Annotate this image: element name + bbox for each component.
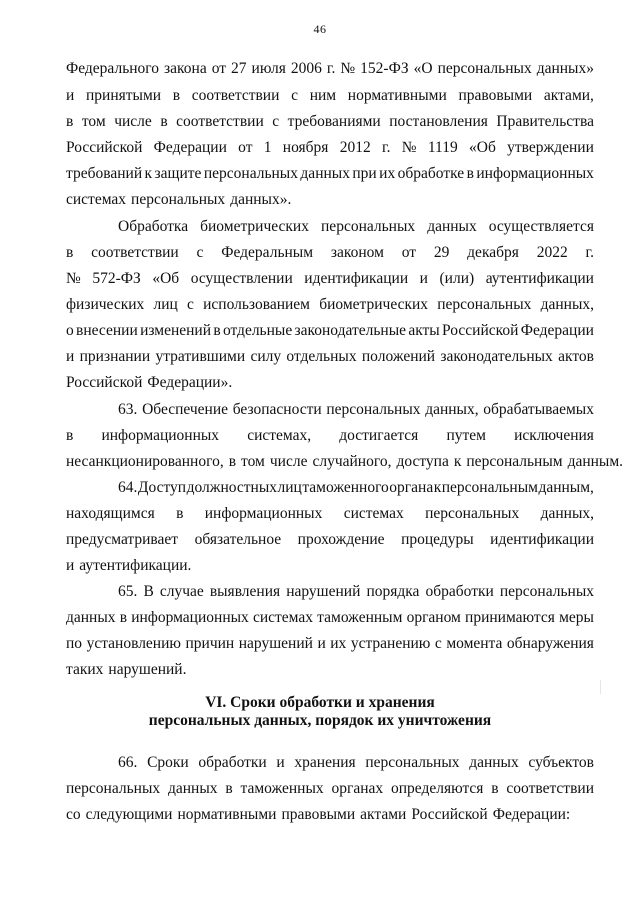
word: соответствии [91,244,179,261]
word: Федеральным [221,244,314,261]
word: нарушений [238,635,313,652]
word: актами [360,806,407,823]
word: лиц [153,296,178,313]
text-line [66,268,594,290]
word: осуществляется [488,218,594,235]
word: информационных [204,505,323,522]
word: к [144,165,153,182]
word: предусматривает [66,531,179,548]
word: изменений [140,322,212,339]
word: безопасности [232,401,322,418]
word: при [352,165,377,182]
word: от [238,139,253,156]
word: утверждении [507,139,594,156]
word: Российской [442,322,519,339]
word: персональных [326,401,421,418]
word: от [211,60,227,77]
word: Обеспечение [142,401,229,418]
word: персональных [437,60,532,77]
word: информационных [476,165,594,182]
word: в [172,87,181,104]
word: органа [389,479,434,496]
text-line [66,242,594,264]
section-heading-line-1: VI. Сроки обработки и хранения [205,694,435,711]
word: данных, [540,296,594,313]
word: акты [408,322,440,339]
word: персональных [66,780,161,797]
word: обработки [198,754,267,771]
word: таможенного [302,479,389,496]
word: Федерации [153,139,227,156]
word: системах [66,191,127,208]
word: доступа [396,453,449,470]
text-line [118,581,594,603]
word: персональных [437,296,532,313]
word: декабря [467,244,519,261]
text-line [66,111,594,133]
word: 65. [118,583,138,600]
word: идентификации [490,531,594,548]
text-line [66,503,594,525]
word: требованиями [287,113,381,130]
word: соответствии [176,113,264,130]
word: персональных [499,583,594,600]
text-line [66,85,594,107]
word: Федерации: [492,806,571,823]
word: и [66,557,75,574]
word: данных, [540,505,594,522]
text-line [66,320,594,342]
text-line [66,778,594,800]
word: том [241,453,265,470]
text-line [66,346,594,368]
word: признании [79,348,151,365]
word: в [176,505,184,522]
word: персональных [365,754,460,771]
word: данных [469,754,519,771]
word: законодательные [294,322,407,339]
word: принятыми [86,87,162,104]
word: аутентификации. [79,557,192,574]
word: о [66,322,74,339]
word: отдельных [286,348,357,365]
word: Федерации [520,322,594,339]
word: данных [66,609,116,626]
word: и [66,348,75,365]
word: персональных [131,191,226,208]
word: с [291,87,298,104]
word: персональным [441,479,538,496]
word: № [66,270,81,287]
word: внесении [76,322,138,339]
word: правовыми [281,806,356,823]
text-line [118,477,594,499]
word: устранению [350,635,431,652]
word: таможенных [240,780,324,797]
word: г. [326,60,336,77]
word: Российской [66,139,143,156]
word: персональных [321,218,416,235]
word: Обработка [118,218,189,235]
word: нарушений. [108,661,187,678]
word: осуществлении [190,270,293,287]
word: актов [558,348,594,365]
word: Российской [411,806,488,823]
word: 152-ФЗ [360,60,409,77]
word: выявления [209,583,281,600]
text-line [66,633,594,655]
word: определяются [390,780,484,797]
word: соответствии [191,87,280,104]
word: обязательное [194,531,282,548]
word: системах, [247,427,312,444]
word: г. [382,139,391,156]
word: к [453,453,462,470]
word: в [491,780,499,797]
text-line [66,425,594,447]
word: аутентификации [485,270,594,287]
word: в [228,453,237,470]
word: законом [330,244,384,261]
word: Доступ [137,479,187,496]
word: обработке [397,165,465,182]
word: 66. [118,754,138,771]
page-number: 46 [313,22,327,36]
word: информационных [131,609,249,626]
text-line [66,804,594,826]
word: 27 [231,60,247,77]
text-line [66,659,594,681]
word: случайного, [312,453,392,470]
word: (или) [439,270,475,287]
word: В [143,583,154,600]
word: физических [66,296,145,313]
word: момента [446,635,503,652]
word: биометрических [319,296,429,313]
word: защите [154,165,202,182]
word: их [330,635,347,652]
word: данным. [567,453,624,470]
section-heading-line-2: персональных данных, порядок их уничтожения [148,712,492,729]
word: их [379,165,396,182]
word: и [276,754,285,771]
word: в [66,427,74,444]
word: г. [585,244,594,261]
word: меры [559,609,594,626]
word: 2022 [536,244,568,261]
text-line [66,372,594,394]
word: положений [361,348,436,365]
word: отдельные [222,322,293,339]
word: силу [250,348,282,365]
text-line [118,216,594,238]
word: актами, [543,87,594,104]
word: числе [269,453,308,470]
word: данных [427,218,477,235]
word: том [81,113,106,130]
word: хранения [294,754,356,771]
word: биометрических [200,218,309,235]
word: лиц [277,479,302,496]
word: нарушений [286,583,361,600]
word: в [213,322,221,339]
word: и [66,87,75,104]
text-line [66,163,594,185]
text-line [66,529,594,551]
word: принимаются [465,609,555,626]
word: в [466,165,474,182]
word: Сроки [147,754,189,771]
word: требований [66,165,143,182]
word: системах [252,609,313,626]
text-line [66,555,594,577]
word: случае [159,583,204,600]
word: таких [66,661,104,678]
word: 1 [263,139,272,156]
word: нормативными [177,806,277,823]
word: № [340,60,356,77]
word: несанкционированного, [66,453,224,470]
word: обнаружения [506,635,594,652]
word: данных [167,780,218,797]
word: системах [343,505,404,522]
word: законодательных [440,348,553,365]
word: обработки [425,583,494,600]
word: персональным [466,453,563,470]
word: идентификации [304,270,409,287]
word: числе [114,113,152,130]
word: субъектов [528,754,594,771]
word: органом [406,609,461,626]
word: Федерального [66,60,160,77]
word: персональных [425,505,520,522]
text-line [66,58,594,80]
word: данных [300,165,350,182]
word: к [433,479,442,496]
word: с [272,113,280,130]
word: соответствии [506,780,594,797]
word: июля [251,60,286,77]
word: от [401,244,417,261]
word: ноября [282,139,329,156]
text-line [118,752,594,774]
word: прохождение [297,531,385,548]
word: по [66,635,83,652]
text-line [66,451,624,473]
word: 29 [433,244,450,261]
word: персональных [203,165,298,182]
word: порядка [366,583,420,600]
word: 64. [118,479,138,496]
word: данным, [538,479,594,496]
word: «Об [152,270,180,287]
word: в [160,113,168,130]
word: № [401,139,417,156]
word: 63. [118,401,138,418]
word: достигается [339,427,419,444]
text-line [66,189,594,211]
word: утратившими [155,348,246,365]
word: с [196,244,204,261]
word: данных, [425,401,479,418]
word: должностных [186,479,277,496]
word: 2006 [290,60,322,77]
word: закона [164,60,207,77]
word: исключения [514,427,594,444]
word: следующими [85,806,173,823]
word: таможенным [317,609,403,626]
word: процедуры [401,531,474,548]
text-line [66,137,594,159]
word: и [317,635,326,652]
word: нормативными [347,87,447,104]
word: обрабатываемых [483,401,594,418]
text-line [66,294,594,316]
word: 572-ФЗ [92,270,141,287]
word: со [66,806,81,823]
word: Российской [66,374,143,391]
word: использованием [203,296,310,313]
scan-artifact [600,680,601,694]
word: Правительства [496,113,594,130]
word: Федерации». [147,374,233,391]
word: данных». [230,191,292,208]
word: постановления [389,113,488,130]
word: в [225,780,233,797]
word: ним [309,87,337,104]
word: в [66,113,74,130]
word: с [187,296,194,313]
word: 1119 [427,139,458,156]
word: находящимся [66,505,155,522]
word: причин [185,635,235,652]
word: правовыми [458,87,533,104]
word: и [419,270,428,287]
word: установлению [86,635,181,652]
word: путем [446,427,486,444]
word: информационных [101,427,220,444]
word: «О [413,60,433,77]
word: органах [331,780,384,797]
text-line [118,399,594,421]
word: «Об [469,139,496,156]
word: данных» [536,60,594,77]
word: в [66,244,74,261]
text-line [66,607,594,629]
word: с [434,635,442,652]
word: в [119,609,128,626]
word: 2012 [339,139,371,156]
